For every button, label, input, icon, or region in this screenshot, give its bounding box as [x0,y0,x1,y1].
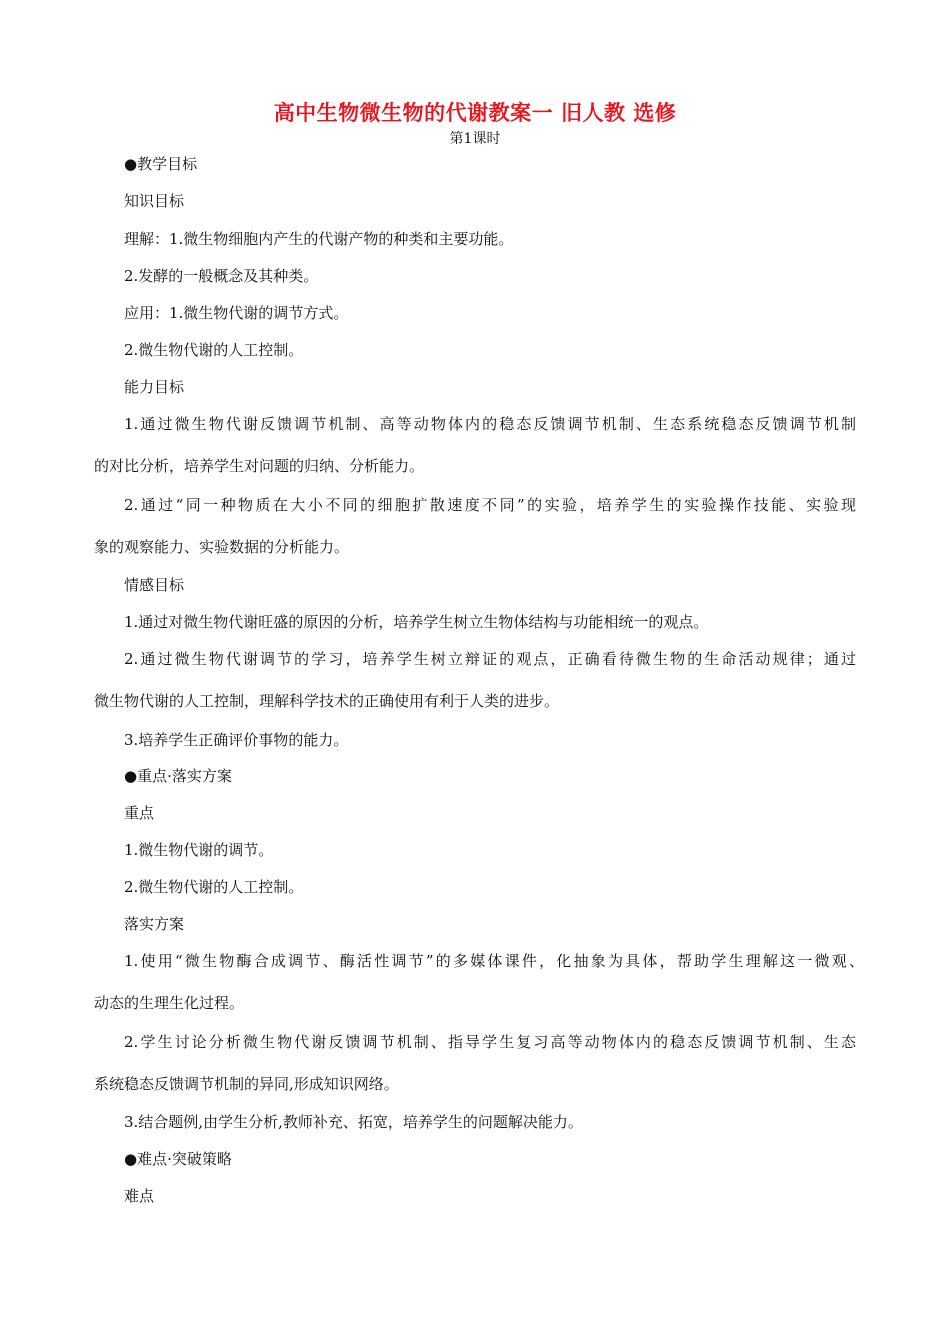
section-heading-difficulties: ●难点·突破策略 [124,1150,232,1168]
section-heading-key-points: ●重点·落实方案 [124,767,232,785]
paragraph-line: 象的观察能力、实验数据的分析能力。 [94,538,350,556]
paragraph-line: 理解：1.微生物细胞内产生的代谢产物的种类和主要功能。 [124,230,514,248]
paragraph-line: 3.培养学生正确评价事物的能力。 [124,731,349,749]
paragraph-line: 2.学生讨论分析微生物代谢反馈调节机制、指导学生复习高等动物体内的稳态反馈调节机制、生态 [124,1033,856,1051]
paragraph-line: 2.通过“同一种物质在大小不同的细胞扩散速度不同”的实验，培养学生的实验操作技能、实验现 [124,496,856,514]
subheading-difficulties: 难点 [124,1187,155,1205]
paragraph-line: 2.微生物代谢的人工控制。 [124,878,304,896]
subheading-implementation-plan: 落实方案 [124,915,185,933]
paragraph-line: 1.通过微生物代谢反馈调节机制、高等动物体内的稳态反馈调节机制、生态系统稳态反馈调节机制 [124,415,856,433]
subheading-knowledge-goals: 知识目标 [124,192,185,210]
subheading-key-points: 重点 [124,804,155,822]
paragraph-line: 2.发酵的一般概念及其种类。 [124,267,319,285]
subheading-ability-goals: 能力目标 [124,378,185,396]
paragraph-line: 3.结合题例,由学生分析,教师补充、拓宽，培养学生的问题解决能力。 [124,1113,583,1131]
paragraph-line: 1.微生物代谢的调节。 [124,841,274,859]
paragraph-line: 应用：1.微生物代谢的调节方式。 [124,304,349,322]
paragraph-line: 2.微生物代谢的人工控制。 [124,341,304,359]
paragraph-line: 的对比分析，培养学生对问题的归纳、分析能力。 [94,457,425,475]
paragraph-line: 1.使用“微生物酶合成调节、酶活性调节”的多媒体课件，化抽象为具体，帮助学生理解这一微观、 [124,952,864,970]
subheading-emotional-goals: 情感目标 [124,576,185,594]
document-title: 高中生物微生物的代谢教案一 旧人教 选修 [273,101,677,125]
paragraph-line: 1.通过对微生物代谢旺盛的原因的分析，培养学生树立生物体结构与功能相统一的观点。 [124,613,709,631]
paragraph-line: 微生物代谢的人工控制，理解科学技术的正确使用有利于人类的进步。 [94,692,560,710]
section-heading-teaching-goals: ●教学目标 [124,155,198,173]
paragraph-line: 动态的生理生化过程。 [94,994,245,1012]
lesson-period: 第1课时 [449,131,501,147]
paragraph-line: 2.通过微生物代谢调节的学习，培养学生树立辩证的观点，正确看待微生物的生命活动规律；通过 [124,650,856,668]
paragraph-line: 系统稳态反馈调节机制的异同,形成知识网络。 [94,1075,399,1093]
